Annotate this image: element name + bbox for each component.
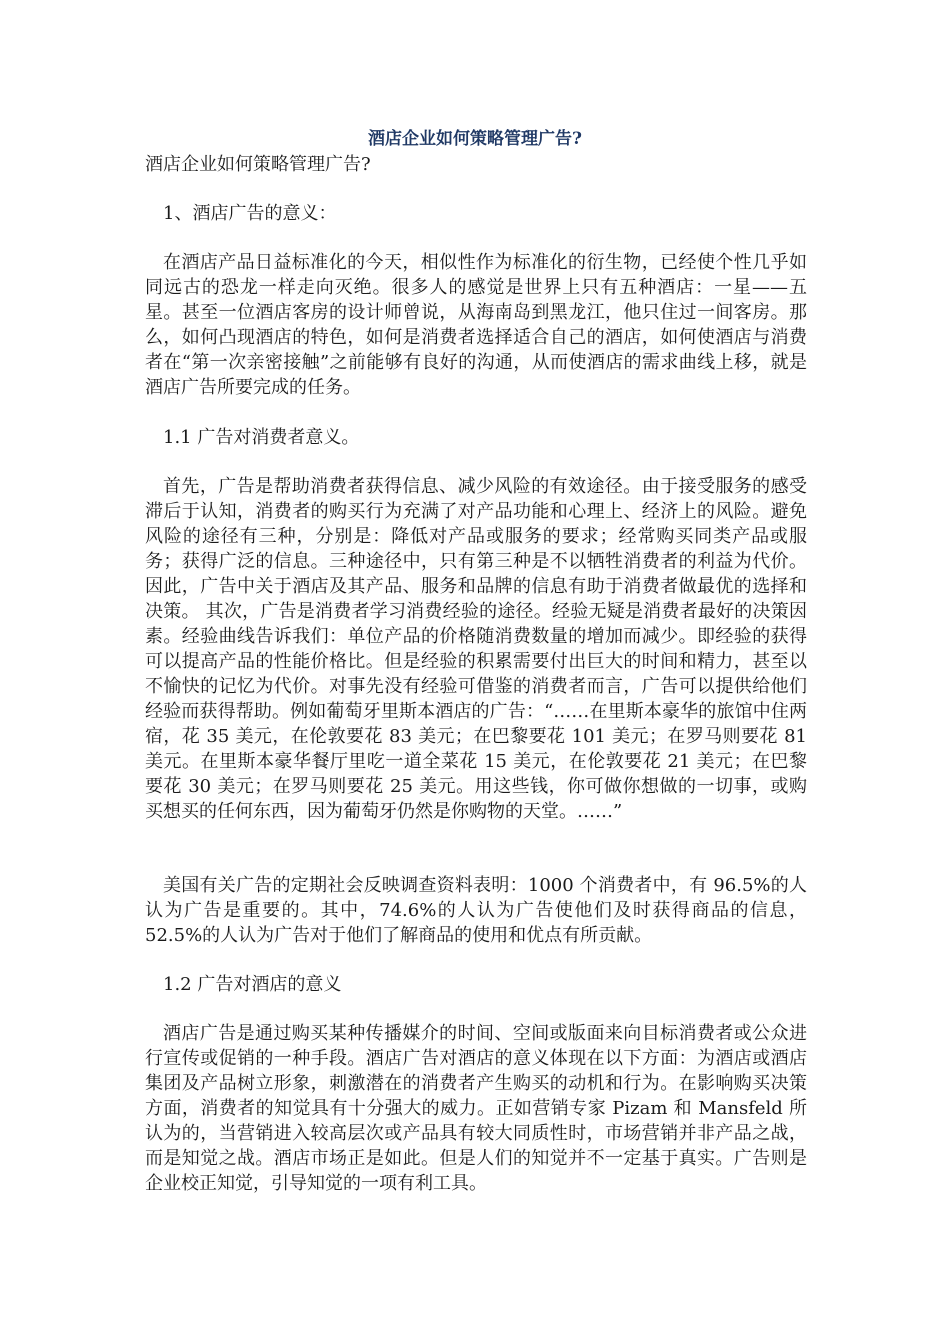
paragraph-1: 在酒店产品日益标准化的今天，相似性作为标准化的衍生物，已经使个性几乎如同远古的恐龙一样走向灭绝。很多人的感觉是世界上只有五种酒店：一星——五星。甚至一位酒店客房的设计师曾说，从海南岛到黑龙江，他只住过一间客房。那么，如何凸现酒店的特色，如何是消费者选择适合自己的酒店，如何使酒店与消费者在“第一次亲密接触”之前能够有良好的沟通，从而使酒店的需求曲线上移，就是酒店广告所要完成的任务。 bbox=[145, 252, 807, 398]
section-heading-1: 1、酒店广告的意义： bbox=[163, 203, 337, 224]
document-subtitle: 酒店企业如何策略管理广告? bbox=[145, 154, 371, 175]
document-title: 酒店企业如何策略管理广告? bbox=[368, 129, 582, 149]
paragraph-2: 首先，广告是帮助消费者获得信息、减少风险的有效途径。由于接受服务的感受滞后于认知，消费者的购买行为充满了对产品功能和心理上、经济上的风险。避免风险的途径有三种，分别是：降低对产品或服务的要求；经常购买同类产品或服务；获得广泛的信息。三种途径中，只有第三种是不以牺牲消费者的利益为代价。因此，广告中关于酒店及其产品、服务和品牌的信息有助于消费者做最优的选择和决策。 其次，广告是消费者学习消费经验的途径。经验无疑是消费者最好的决策因素。经验曲线告诉我们：单位产品的价格随消费数量的增加而减少。即经验的获得可以提高产品的性能价格比。但是经验的积累需要付出巨大的时间和精力，甚至以不愉快的记忆为代价。对事先没有经验可借鉴的消费者而言，广告可以提供给他们经验而获得帮助。例如葡萄牙里斯本酒店的广告：“……在里斯本豪华的旅馆中住两宿，花 35 美元，在伦敦要花 83 美元；在巴黎要花 101 美元；在罗马则要花 81 美元。在里斯本豪华餐厅里吃一道全菜花 15 美元，在伦敦要花 21 美元；在巴黎要花 30 美元；在罗马则要花 25 美元。用这些钱，你可做你想做的一切事，或购买想买的任何东西，因为葡萄牙仍然是你购物的天堂。……” bbox=[145, 476, 807, 822]
paragraph-4: 酒店广告是通过购买某种传播媒介的时间、空间或版面来向目标消费者或公众进行宣传或促销的一种手段。酒店广告对酒店的意义体现在以下方面：为酒店或酒店集团及产品树立形象，刺激潜在的消费者产生购买的动机和行为。在影响购买决策方面，消费者的知觉具有十分强大的威力。正如营销专家 Pizam 和 Mansfeld 所认为的，当营销进入较高层次或产品具有较大同质性时，市场营销并非产品之战，而是知觉之战。酒店市场正是如此。但是人们的知觉并不一定基于真实。广告则是企业校正知觉，引导知觉的一项有利工具。 bbox=[145, 1023, 807, 1194]
section-heading-1-2: 1.2 广告对酒店的意义 bbox=[163, 974, 342, 995]
section-heading-1-1: 1.1 广告对消费者意义。 bbox=[163, 427, 360, 448]
paragraph-3: 美国有关广告的定期社会反映调查资料表明：1000 个消费者中，有 96.5%的人认为广告是重要的。其中，74.6%的人认为广告使他们及时获得商品的信息，52.5%的人认为广告对于他们了解商品的使用和优点有所贡献。 bbox=[145, 875, 807, 946]
